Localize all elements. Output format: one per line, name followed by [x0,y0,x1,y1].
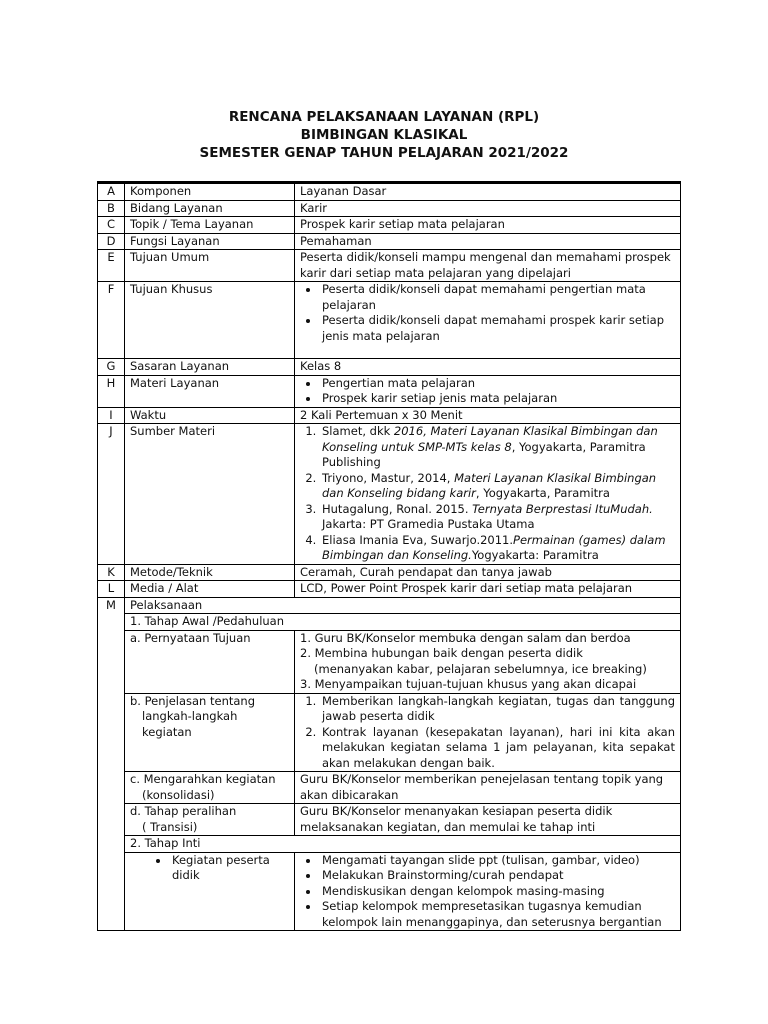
list-item: • Mendiskusikan dengan kelompok masing-masing [320,884,675,900]
row-code: L [98,581,125,598]
materi-list [300,376,675,407]
row-value: Prospek karir setiap mata pelajaran [295,217,681,234]
title-line-2: BIMBINGAN KLASIKAL [300,127,468,143]
table-row [98,581,681,598]
row-value: Pemahaman [295,233,681,250]
list-item: 2. Triyono, Mastur, 2014, Materi Layanan Klasikal Bimbingan dan Konseling bidang karir, Yogyakarta, Paramitra [320,471,675,502]
row-code: E [98,250,125,282]
row-label: Fungsi Layanan [125,233,295,250]
row-code: I [98,407,125,424]
table-row [98,250,681,282]
table-row [98,375,681,407]
list-item: 2. Kontrak layanan (kesepakatan layanan), hari ini kita akan melakukan kegiatan selama 1 jam pelayanan, kita sepakat akan melakukan dengan baik. [320,725,675,772]
table-row [98,852,681,931]
step-detail [295,852,681,931]
row-value: Karir [295,200,681,217]
row-label: Materi Layanan [125,375,295,407]
table-row [98,564,681,581]
step-detail: Guru BK/Konselor memberikan penejelasan tentang topik yang akan dibicarakan [295,772,681,804]
row-label: Waktu [125,407,295,424]
row-value [295,375,681,407]
row-code: A [98,183,125,201]
title-line-3: SEMESTER GENAP TAHUN PELAJARAN 2021/2022 [199,145,569,161]
row-value: Kelas 8 [295,359,681,376]
rpl-table [97,181,681,931]
list-item: 3. Menyampaikan tujuan-tujuan khusus yang akan dicapai [300,677,637,691]
kegiatan-list [300,853,675,931]
row-code: F [98,282,125,359]
sumber-materi-list [300,424,675,564]
row-value: Peserta didik/konseli mampu mengenal dan memahami prospek karir dari setiap mata pelajaran yang dipelajari [295,250,681,282]
list-item: • Melakukan Brainstorming/curah pendapat [320,868,675,884]
table-row [98,217,681,234]
step-label: d. Tahap peralihan ( Transisi) [125,804,295,836]
table-row [98,183,681,201]
table-row [98,282,681,359]
table-row [98,597,681,614]
row-value [295,282,681,359]
step-label: a. Pernyataan Tujuan [125,630,295,693]
row-code: D [98,233,125,250]
row-value: LCD, Power Point Prospek karir dari setiap mata pelajaran [295,581,681,598]
table-row [98,407,681,424]
row-value: 2 Kali Pertemuan x 30 Menit [295,407,681,424]
list-item: 1. Slamet, dkk 2016, Materi Layanan Klasikal Bimbingan dan Konseling untuk SMP-MTs kelas 8, Yogyakarta, Paramitra Publishing [320,424,675,471]
row-label: Bidang Layanan [125,200,295,217]
row-label: Tujuan Umum [125,250,295,282]
row-label: Komponen [125,183,295,201]
table-row [98,693,681,772]
table-row [98,630,681,693]
list-item: 1. Guru BK/Konselor membuka dengan salam dan berdoa [300,630,631,645]
step-detail: Guru BK/Konselor menanyakan kesiapan peserta didik melaksanakan kegiatan, dan memulai ke tahap inti [295,804,681,836]
list-item: 4. Eliasa Imania Eva, Suwarjo.2011.Permainan (games) dalam Bimbingan dan Konseling.Yogyakarta: Paramitra [320,533,675,564]
row-code: H [98,375,125,407]
list-item: • Kegiatan peserta didik [170,853,289,884]
row-label: Metode/Teknik [125,564,295,581]
list-item: • Peserta didik/konseli dapat memahami prospek karir setiap jenis mata pelajaran [320,313,675,344]
row-label: Sumber Materi [125,424,295,565]
list-item: • Mengamati tayangan slide ppt (tulisan, gambar, video) [320,853,675,869]
list-item: 3. Hutagalung, Ronal. 2015. Ternyata Berprestasi ItuMudah. Jakarta: PT Gramedia Pustaka Utama [320,502,675,533]
section-heading: 1. Tahap Awal /Pedahuluan [125,614,681,631]
tujuan-khusus-list [300,282,675,344]
document-title-block [0,108,768,162]
penjelasan-list [300,694,675,772]
table-row [98,200,681,217]
title-line-1: RENCANA PELAKSANAAN LAYANAN (RPL) [228,109,540,125]
row-label: Tujuan Khusus [125,282,295,359]
step-label [125,852,295,931]
list-item: (menanyakan kabar, pelajaran sebelumnya, ice breaking) [314,661,647,676]
step-detail [295,630,681,693]
row-label: Pelaksanaan [125,597,681,614]
row-label: Topik / Tema Layanan [125,217,295,234]
section-heading: 2. Tahap Inti [125,836,681,853]
step-label: c. Mengarahkan kegiatan (konsolidasi) [125,772,295,804]
list-item: • Setiap kelompok mempresetasikan tugasnya kemudian kelompok lain menanggapinya, dan seterusnya bergantian [320,899,675,930]
list-item: • Prospek karir setiap jenis mata pelajaran [320,391,675,407]
table-row [98,359,681,376]
row-code: C [98,217,125,234]
step-label: b. Penjelasan tentang langkah-langkah kegiatan [125,693,295,772]
row-code: J [98,424,125,565]
row-code: G [98,359,125,376]
row-code: B [98,200,125,217]
table-row [98,772,681,804]
table-row [98,836,681,853]
table-row [98,424,681,565]
table-row [98,614,681,631]
row-value: Ceramah, Curah pendapat dan tanya jawab [295,564,681,581]
list-item: 1. Memberikan langkah-langkah kegiatan, tugas dan tanggung jawab peserta didik [320,694,675,725]
list-item: 2. Membina hubungan baik dengan peserta didik [300,646,583,660]
step-detail [295,693,681,772]
table-row [98,233,681,250]
list-item: • Pengertian mata pelajaran [320,376,675,392]
row-value: Layanan Dasar [295,183,681,201]
row-code: M [98,597,125,931]
table-row [98,804,681,836]
list-item: • Peserta didik/konseli dapat memahami pengertian mata pelajaran [320,282,675,313]
row-label: Sasaran Layanan [125,359,295,376]
row-label: Media / Alat [125,581,295,598]
row-code: K [98,564,125,581]
row-value [295,424,681,565]
